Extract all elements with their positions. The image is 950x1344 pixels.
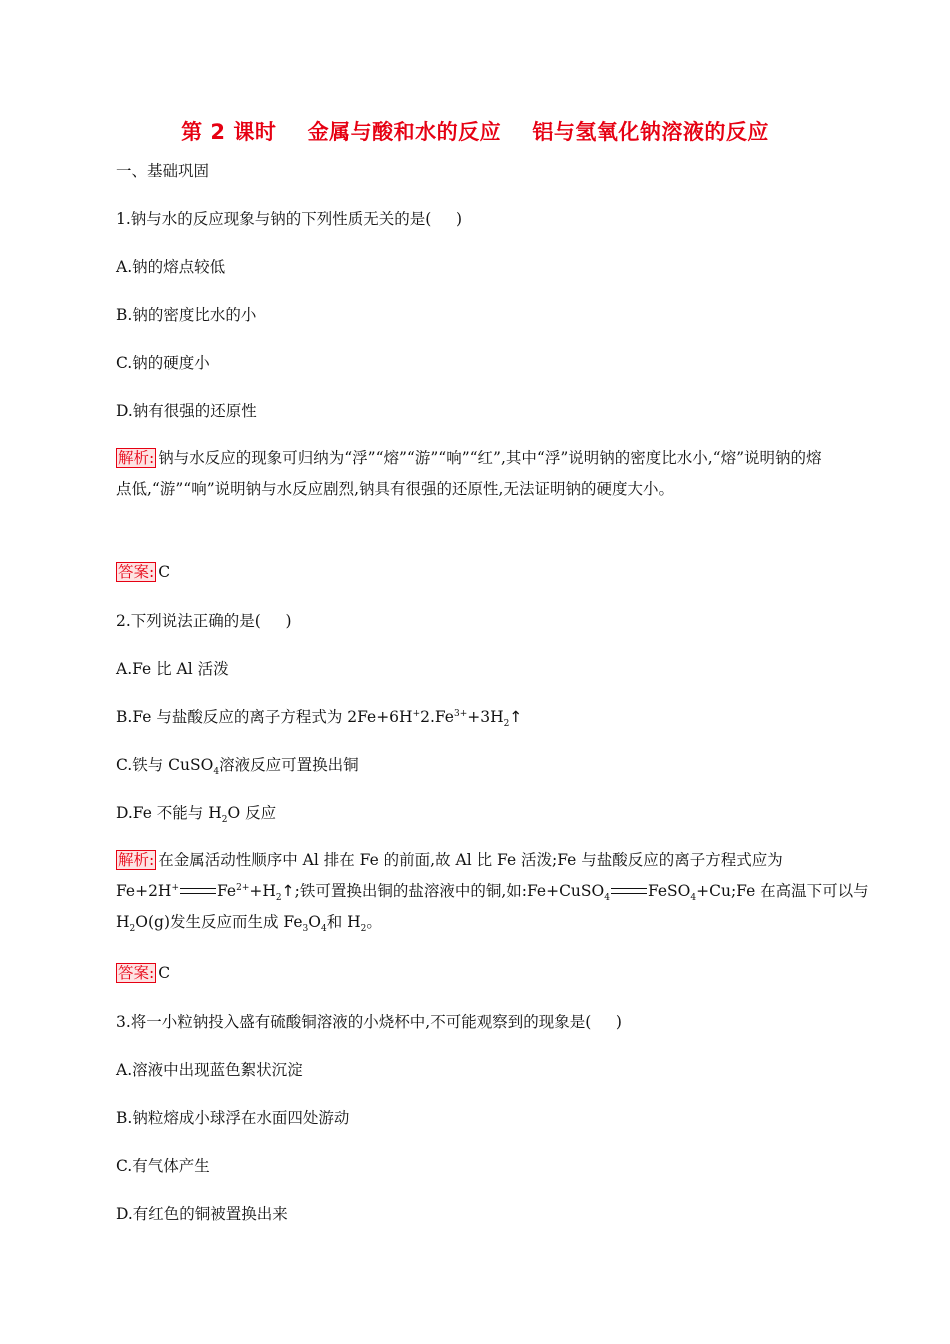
q1-analysis-text: 钠与水反应的现象可归纳为“浮”“熔”“游”“响”“红”,其中“浮”说明钠的密度比水小,“熔”说明钠的熔点低,“游”“响”说明钠与水反应剧烈,钠具有很强的还原性,无法证明钠的硬度大小。 <box>116 449 822 498</box>
q2-stem: 2.下列说法正确的是( ) <box>116 612 292 630</box>
q3-stem: 3.将一小粒钠投入盛有硫酸铜溶液的小烧杯中,不可能观察到的现象是( ) <box>116 1013 622 1031</box>
q2-analysis: 解析: 在金属活动性顺序中 Al 排在 Fe 的前面,故 Al 比 Fe 活泼;Fe 与盐酸反应的离子方程式应为 Fe+2H+ $Fe^{2+}+H_2↑$;铁可置换出铜的盐溶液中的铜,如:Fe+CuSO$_4$ FeSO$_4$+Cu;Fe 在高温下可以与 $H_2O(g)$发生反应而生成 $Fe_3O_4$和 $H_2$。 <box>116 851 869 935</box>
q2-answer-value: C <box>158 964 171 982</box>
q2-option-b: B.Fe 与盐酸反应的离子方程式为 $2Fe+6H^+2.Fe^{3+}+3H_2↑$ <box>116 708 523 730</box>
q1-option-b: B.钠的密度比水的小 <box>116 306 257 324</box>
section-heading: 一、基础巩固 <box>116 162 210 180</box>
q2-option-a: A.Fe 比 Al 活泼 <box>116 660 229 678</box>
q3-option-d: D.有红色的铜被置换出来 <box>116 1205 288 1223</box>
q1-answer <box>116 562 170 582</box>
q1-option-d: D.钠有很强的还原性 <box>116 402 257 420</box>
analysis-label: 解析: <box>118 851 155 869</box>
q3-option-c: C.有气体产生 <box>116 1157 210 1175</box>
q2-option-c: C.铁与 CuSO$_4$溶液反应可置换出铜 <box>116 756 359 778</box>
q1-answer-value: C <box>158 563 171 581</box>
answer-label: 答案: <box>118 563 155 581</box>
q1-option-a: A.钠的熔点较低 <box>116 258 226 276</box>
q3-option-b: B.钠粒熔成小球浮在水面四处游动 <box>116 1109 350 1127</box>
analysis-label: 解析: <box>118 449 155 467</box>
q3-option-a: A.溶液中出现蓝色絮状沉淀 <box>116 1061 303 1079</box>
q2-answer <box>116 963 170 983</box>
reaction-equals-sign <box>611 888 647 894</box>
q1-stem: 1.钠与水的反应现象与钠的下列性质无关的是( ) <box>116 210 463 228</box>
answer-label: 答案: <box>118 964 155 982</box>
reaction-equals-sign <box>180 888 216 894</box>
q2-option-d: D.Fe 不能与 $H_2O$ 反应 <box>116 804 277 826</box>
q1-analysis <box>116 443 826 505</box>
q1-option-c: C.钠的硬度小 <box>116 354 210 372</box>
page-title: 第 2 课时 金属与酸和水的反应 铝与氢氧化钠溶液的反应 <box>181 120 769 144</box>
